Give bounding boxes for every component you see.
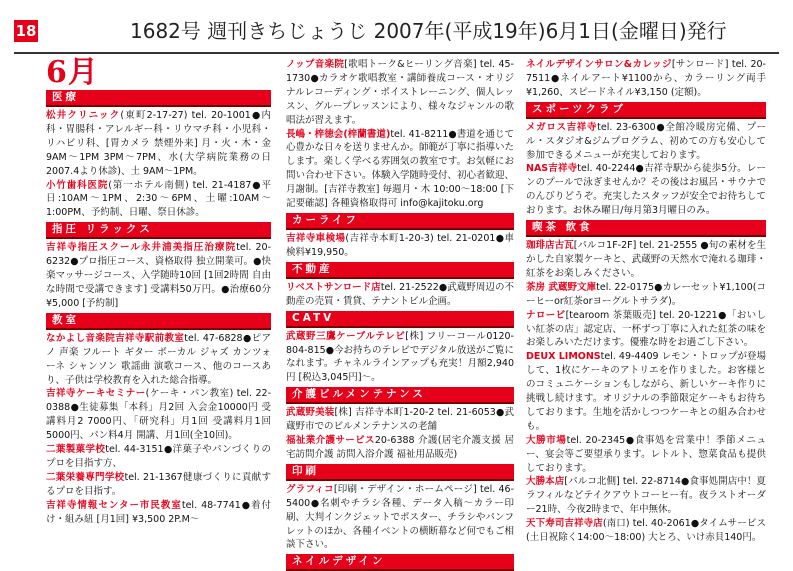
listing-nail xyxy=(526,58,766,100)
listing-medical xyxy=(46,109,271,220)
listing-massage xyxy=(46,241,271,311)
column-middle xyxy=(286,58,515,568)
business-description: tel. 49-4409 レモン・トロップが登場して、1枚にケーキのアトリエを作りました。お客様とのコミュニケーションもしながら、新しいケーキ作りに挑戦し続けます。オリジナルの季節限定ケーキもお待ちしております。生地を活かしつつケーキとの組み合わせも。 xyxy=(526,351,766,432)
listing-entry xyxy=(46,179,271,221)
listing-building xyxy=(286,406,514,462)
listing-entry xyxy=(526,434,766,476)
business-description: (第一ホテル南側) tel. 21-4187●平日:10AM～1PM、2:30～6PM、土曜:10AM～1:00PM、予約制、日曜、祭日休診。 xyxy=(46,179,271,219)
business-description: tel. 40-2244●吉祥寺駅から徒歩5分。レーンのプールで泳ぎませんか？その後はお風呂・サウナでのんびりどうぞ。充実したスタッフが安全でお待ちしております。お休み曜日/毎月第3月曜日のみ。 xyxy=(526,163,766,217)
listing-entry xyxy=(46,499,271,527)
business-description: tel. 21-2522●武蔵野周辺の不動産の売買・賃貸、テナントビル企画。 xyxy=(286,281,514,307)
category-print: 印刷 xyxy=(286,464,514,481)
business-name: 小竹歯科医院 xyxy=(46,179,109,191)
listing-catv xyxy=(286,330,514,386)
business-name: ノップ音楽院 xyxy=(286,59,345,70)
business-name: グラフィコ xyxy=(286,483,334,495)
category-building: 介護ビルメンテナンス xyxy=(286,387,514,404)
business-name: ネイルデザインサロン&カレッジ xyxy=(526,59,672,70)
business-name: リベストサンロード店 xyxy=(286,281,381,293)
business-name: NAS吉祥寺 xyxy=(526,163,578,175)
listing-sports xyxy=(526,121,766,218)
business-description: tel. 47-6828●ピアノ 声楽 フルート ギター ボーカル ジャズ カンツォーネ シャンソン 歌謡曲 演歌コース、他のコースあり、子供は学校教育を入れた総合指導。 xyxy=(46,332,271,386)
business-name: 松井クリニック xyxy=(46,110,121,121)
business-name: 福祉業介護サービス xyxy=(286,435,375,447)
business-name: 二葉製菓学校 xyxy=(46,444,106,456)
business-description: tel. 20-2345●食事処を営業中！季節メニュー、宴会等ご要望承ります。レトルト、惣菜食品も提供しております。 xyxy=(526,434,766,474)
business-description: [パルコ1F-2F] tel. 21-2555 ●旬の素材を生かした自家製ケーキと、武蔵野の天然水で淹れる珈琲・紅茶をお楽しみください。 xyxy=(526,240,766,279)
listing-entry xyxy=(46,471,271,499)
business-description: [印刷・デザイン・ホームページ] tel. 46-5400●名刺やチラシ各種、データ入稿～カラー印刷、大判インクジェットでポスター、チラシやパンフレットのほか、各種イベントの横断幕など何でもご相談下さい。 xyxy=(286,483,514,551)
business-name: メガロス吉祥寺 xyxy=(526,121,598,133)
listing-entry xyxy=(46,109,271,179)
business-description: tel. 44-3151●洋菓子やパンづくりのプロを目指す方、 xyxy=(46,444,271,469)
listing-entry xyxy=(286,58,514,128)
header-divider xyxy=(14,52,779,54)
business-name: 茶房 武蔵野文庫 xyxy=(526,281,597,293)
listing-entry xyxy=(526,58,766,100)
listing-car xyxy=(286,232,514,260)
listing-entry xyxy=(526,475,766,517)
listing-entry xyxy=(526,162,766,218)
listing-entry xyxy=(286,483,514,553)
category-lessons: 教室 xyxy=(46,313,271,330)
business-description: (南口) tel. 40-2061●タイムサービス(土日祝除く14:00～18:00) 大とろ、いけ赤貝140円。 xyxy=(526,518,766,544)
listing-entry xyxy=(526,281,766,309)
category-massage: 指圧 リラックス xyxy=(46,222,271,239)
listing-entry xyxy=(526,350,766,433)
business-description: tel. 21-1367健康づくりに貢献するプロを目指す。 xyxy=(46,471,271,497)
business-description: [パルコ北側] tel. 22-8714●食事処開店中！夏ラフィルなどテイクアウトコーヒー有。夜ラストオーダー21時、今夜2時まで、年中無休。 xyxy=(526,476,766,516)
business-description: tel. 20-6232●プロ指圧コース、資格取得 独立開業可。●快楽マッサージコース、入学随時10回 [1回2時間 自由な時間で受講できます] 受講料50万円。●治療60分¥5,000 [予約制] xyxy=(46,242,272,309)
business-name: 大勝市場 xyxy=(526,434,567,446)
business-name: 吉祥寺指圧スクール永井浦美指圧治療院 xyxy=(46,242,237,254)
business-description: [サンロード] tel. 20-7511●ネイルアート¥1100から、カラーリング両手¥1,260、スピードネイル¥3,150 (定額)。 xyxy=(526,59,766,98)
listing-entry xyxy=(526,309,766,351)
listing-entry xyxy=(46,443,271,471)
business-name: DEUX LIMONS xyxy=(526,351,601,363)
business-name: 長嶋・梓徳会(梓蘭書道) xyxy=(286,128,391,140)
business-description: (ケーキ・パン教室) tel. 22-0388●生徒募集「本科」月2回 入会金10000円 受講料月2 7000円、「研究科」月1回 受講料月1回 5000円、パン料4月 開講、月1回(全10回)。 xyxy=(46,388,271,442)
page-title: 1682号 週刊きちじょうじ 2007年(平成19年)6月1日(金曜日)発行 xyxy=(130,19,727,43)
business-name: 吉祥寺車検場 xyxy=(286,232,346,244)
business-name: 天下寿司吉祥寺店 xyxy=(526,518,603,530)
listing-entry xyxy=(286,330,514,386)
business-name: 大勝本店 xyxy=(526,476,565,488)
business-name: 武蔵野美装 xyxy=(286,407,335,419)
listing-cafe xyxy=(526,239,766,545)
category-medical: 医療 xyxy=(46,90,271,107)
business-name: ナロービ xyxy=(526,309,566,321)
listing-realestate xyxy=(286,281,514,309)
business-description: 20-6388 介護(居宅介護支援 居宅訪問介護 訪問入浴介護 福祉用品販売) xyxy=(286,435,514,460)
page-header xyxy=(14,16,779,56)
business-description: (東町2-17-27) tel. 20-1001●内科・胃腸科・アレルギー科・リウマチ科・小児科・リハビリ科、[胃カメラ 禁煙外来] 月・火・木・金 9AM～1PM 3PM～7PM、水(大学病院業務の日 2007.4より休診)、土 9AM～1PM。 xyxy=(46,110,271,177)
listing-entry xyxy=(46,332,271,388)
business-description: [株] 吉祥寺本町1-20-2 tel. 21-6053●武蔵野市でのビルメンテナンスの老舗 xyxy=(286,407,514,433)
business-name: 武蔵野三鷹ケーブルテレビ xyxy=(286,330,406,342)
column-right xyxy=(526,58,766,544)
listing-music xyxy=(286,58,514,211)
listing-entry xyxy=(46,241,271,311)
business-description: (吉祥寺本町1-20-3) tel. 21-0201●車検料¥19,950。 xyxy=(286,232,514,258)
listing-entry xyxy=(526,239,766,281)
category-realestate: 不動産 xyxy=(286,262,514,279)
category-car: カーライフ xyxy=(286,213,514,230)
business-description: tel. 23-6300●全館冷暖房完備、プール・スタジオ&ジムプログラム、初めての方も安心して参加できるメニューが充実しております。 xyxy=(526,121,766,161)
listing-entry xyxy=(286,128,514,211)
business-name: なかよし音楽院吉祥寺駅前教室 xyxy=(46,332,185,344)
month-heading: 6月 xyxy=(46,55,99,90)
business-description: tel. 22-0175●カレーセット¥1,100(コーヒーor紅茶orヨーグルトサラダ)。 xyxy=(526,281,766,307)
category-sports: スポーツクラブ xyxy=(526,102,766,119)
listing-entry xyxy=(286,434,514,462)
business-description: tel. 41-8211●書道を通じて心豊かな日々を送りませんか。師範が丁寧に指導いたします。楽しく学べる雰囲気の教室です。お気軽にお問い合わせ下さい。体験入学随時受付、初心者歓迎、月謝制。[吉祥寺教室] 毎週月・木 10:00～18:00 [下記要確認] 各種資格取得可 info@kajitoku.org xyxy=(286,128,515,210)
business-description: [歌唱トーク&ヒーリング音楽] tel. 45-1730●カラオケ歌唱教室・講師養成コース・オリジナルレコーディング・ボイストレーニング、個人レッスン、グループレッスンにより、様々なジャンルの歌唱法が習えます。 xyxy=(286,59,514,126)
category-catv: CATV xyxy=(286,311,514,328)
business-description: [株] フリーコール0120-804-815●今お持ちのテレビでデジタル放送がご覧になれます。チャネルラインアップも充実！月額2,940円 [税込3,045円]～。 xyxy=(286,330,514,384)
business-name: 吉祥寺ケーキセミナー xyxy=(46,388,146,400)
business-name: 吉祥寺情報センター市民教室 xyxy=(46,499,182,511)
business-description: [tearoom 茶葉販売] tel. 20-1221●「おいしい紅茶の店」認定店、一杯ずつ丁寧に入れた紅茶の味をお楽しみいただけます。優雅な時をお過ごし下さい。 xyxy=(526,309,766,349)
listing-lessons xyxy=(46,332,271,527)
business-description: tel. 48-7741●着付け・組み紐 [月1回] ¥3,500 2P.M～ xyxy=(46,499,272,525)
column-left xyxy=(46,55,272,526)
listing-entry xyxy=(526,517,766,545)
business-name: 珈琲店古瓦 xyxy=(526,240,574,252)
business-name: 二葉栄養専門学校 xyxy=(46,471,125,483)
listing-entry xyxy=(286,281,514,309)
listing-entry xyxy=(46,387,271,443)
category-nail: ネイルデザイン xyxy=(286,554,514,571)
listing-entry xyxy=(286,232,514,260)
listing-entry xyxy=(286,406,514,434)
listing-print xyxy=(286,483,514,553)
category-cafe: 喫茶 飲食 xyxy=(526,220,766,237)
page-number: 18 xyxy=(15,22,37,40)
listing-entry xyxy=(526,121,766,163)
